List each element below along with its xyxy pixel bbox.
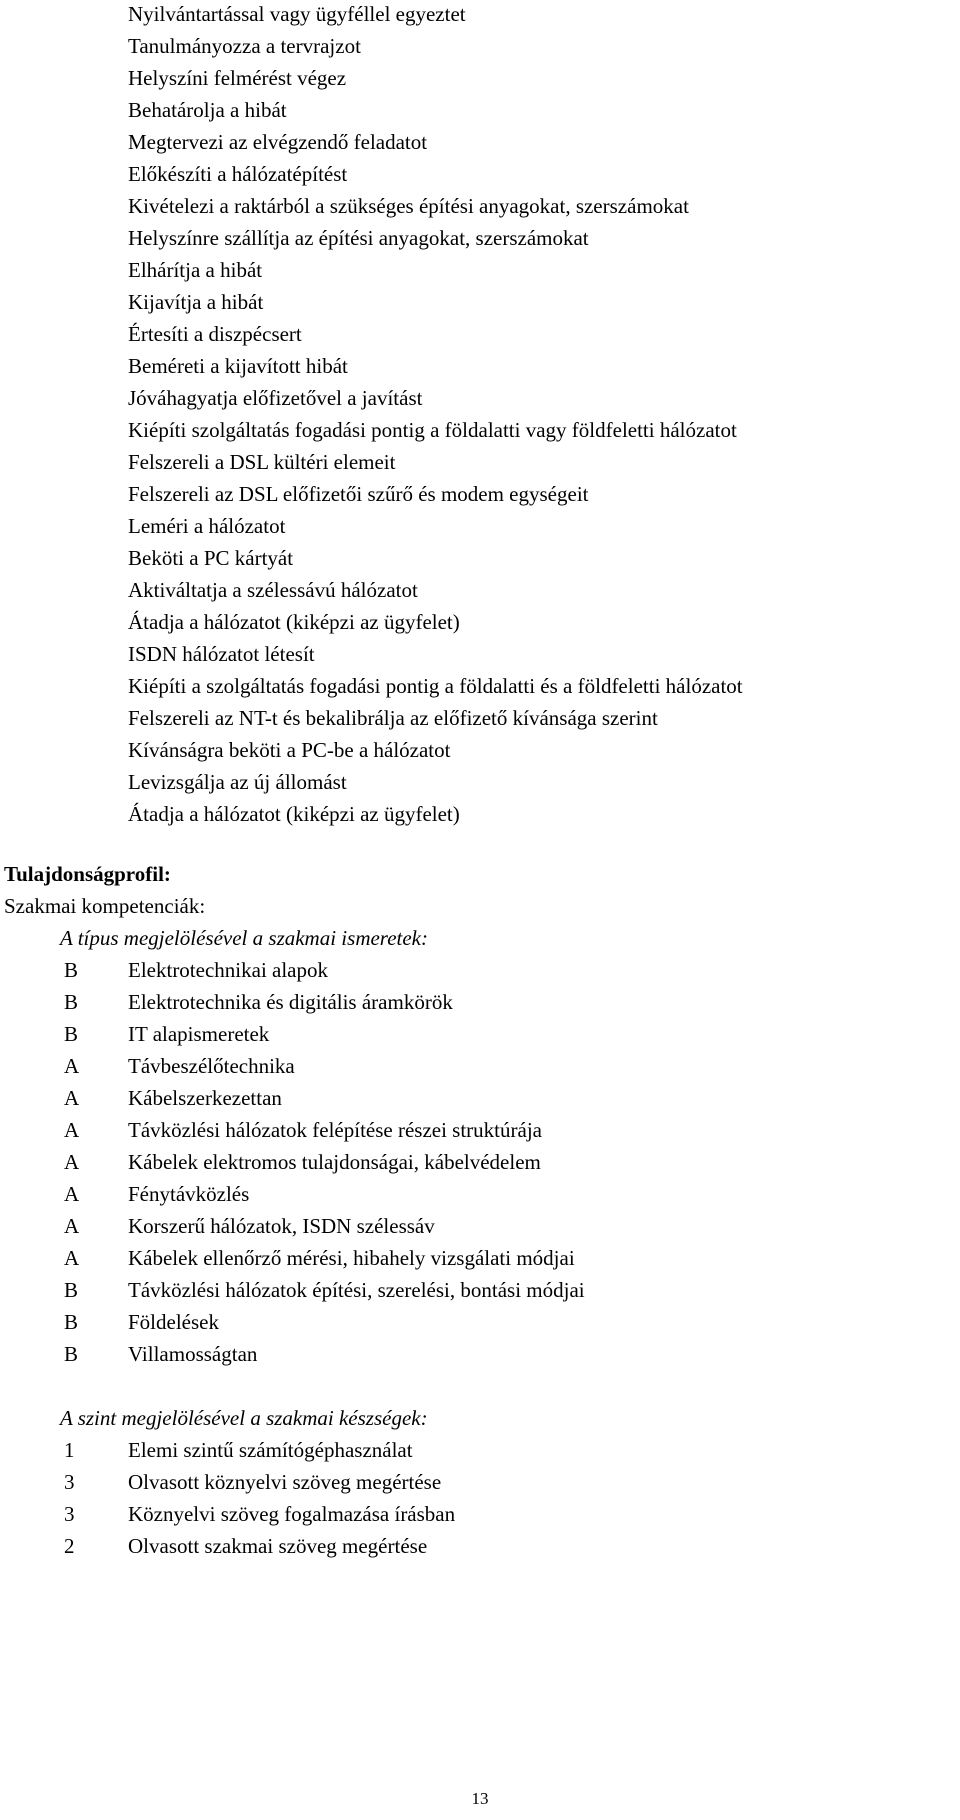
knowledge-heading: A típus megjelölésével a szakmai ismeretek: <box>60 926 428 950</box>
knowledge-code: A <box>64 1182 80 1206</box>
task-item: Kívánságra beköti a PC-be a hálózatot <box>128 738 451 762</box>
task-item: Leméri a hálózatot <box>128 514 286 538</box>
task-item: Aktiváltatja a szélessávú hálózatot <box>128 578 418 602</box>
skill-level: 2 <box>64 1534 75 1558</box>
knowledge-item: Korszerű hálózatok, ISDN szélessáv <box>128 1214 435 1238</box>
skill-item: Olvasott köznyelvi szöveg megértése <box>128 1470 442 1494</box>
task-item: Átadja a hálózatot (kiképzi az ügyfelet) <box>128 610 460 634</box>
skill-item: Olvasott szakmai szöveg megértése <box>128 1534 428 1558</box>
knowledge-code: B <box>64 958 79 982</box>
task-item: Előkészíti a hálózatépítést <box>128 162 348 186</box>
knowledge-code: A <box>64 1054 80 1078</box>
skill-item: Elemi szintű számítógéphasználat <box>128 1438 413 1462</box>
knowledge-item: Elektrotechnikai alapok <box>128 958 329 982</box>
task-item: ISDN hálózatot létesít <box>128 642 315 666</box>
task-item: Értesíti a diszpécsert <box>128 322 302 346</box>
knowledge-item: Villamosságtan <box>128 1342 258 1366</box>
task-item: Helyszíni felmérést végez <box>128 66 347 90</box>
skill-level: 1 <box>64 1438 75 1462</box>
task-item: Kiépíti a szolgáltatás fogadási pontig a földalatti és a földfeletti hálózatot <box>128 674 743 698</box>
knowledge-code: A <box>64 1086 80 1110</box>
task-item: Beméreti a kijavított hibát <box>128 354 348 378</box>
knowledge-code: A <box>64 1150 80 1174</box>
task-item: Beköti a PC kártyát <box>128 546 294 570</box>
task-item: Átadja a hálózatot (kiképzi az ügyfelet) <box>128 802 460 826</box>
knowledge-item: Kábelszerkezettan <box>128 1086 282 1110</box>
task-item: Kivételezi a raktárból a szükséges építési anyagokat, szerszámokat <box>128 194 689 218</box>
knowledge-code: A <box>64 1118 80 1142</box>
task-item: Felszereli a DSL kültéri elemeit <box>128 450 396 474</box>
competencies-label: Szakmai kompetenciák: <box>4 894 206 918</box>
knowledge-item: Elektrotechnika és digitális áramkörök <box>128 990 453 1014</box>
skill-level: 3 <box>64 1502 75 1526</box>
knowledge-item: Földelések <box>128 1310 219 1334</box>
skills-heading: A szint megjelölésével a szakmai készségek: <box>60 1406 428 1430</box>
task-item: Megtervezi az elvégzendő feladatot <box>128 130 428 154</box>
knowledge-code: A <box>64 1214 80 1238</box>
knowledge-code: B <box>64 1342 79 1366</box>
skill-item: Köznyelvi szöveg fogalmazása írásban <box>128 1502 456 1526</box>
knowledge-item: Kábelek ellenőrző mérési, hibahely vizsgálati módjai <box>128 1246 575 1270</box>
knowledge-item: Távközlési hálózatok felépítése részei struktúrája <box>128 1118 542 1142</box>
task-item: Elhárítja a hibát <box>128 258 263 282</box>
knowledge-item: IT alapismeretek <box>128 1022 270 1046</box>
task-item: Levizsgálja az új állomást <box>128 770 347 794</box>
knowledge-code: A <box>64 1246 80 1270</box>
knowledge-code: B <box>64 1310 79 1334</box>
task-item: Kiépíti szolgáltatás fogadási pontig a földalatti vagy földfeletti hálózatot <box>128 418 737 442</box>
task-item: Behatárolja a hibát <box>128 98 287 122</box>
page-number: 13 <box>471 1789 489 1808</box>
skill-level: 3 <box>64 1470 75 1494</box>
task-item: Kijavítja a hibát <box>128 290 264 314</box>
task-item: Nyilvántartással vagy ügyféllel egyeztet <box>128 2 466 26</box>
task-item: Helyszínre szállítja az építési anyagokat, szerszámokat <box>128 226 589 250</box>
task-item: Felszereli az DSL előfizetői szűrő és modem egységeit <box>128 482 589 506</box>
knowledge-code: B <box>64 1022 79 1046</box>
task-item: Felszereli az NT-t és bekalibrálja az előfizető kívánsága szerint <box>128 706 658 730</box>
knowledge-item: Kábelek elektromos tulajdonságai, kábelvédelem <box>128 1150 541 1174</box>
knowledge-code: B <box>64 990 79 1014</box>
knowledge-item: Fénytávközlés <box>128 1182 250 1206</box>
task-item: Tanulmányozza a tervrajzot <box>128 34 361 58</box>
profile-title: Tulajdonságprofil: <box>4 862 171 886</box>
task-item: Jóváhagyatja előfizetővel a javítást <box>128 386 423 410</box>
knowledge-item: Távbeszélőtechnika <box>128 1054 295 1078</box>
knowledge-code: B <box>64 1278 79 1302</box>
knowledge-item: Távközlési hálózatok építési, szerelési, bontási módjai <box>128 1278 585 1302</box>
